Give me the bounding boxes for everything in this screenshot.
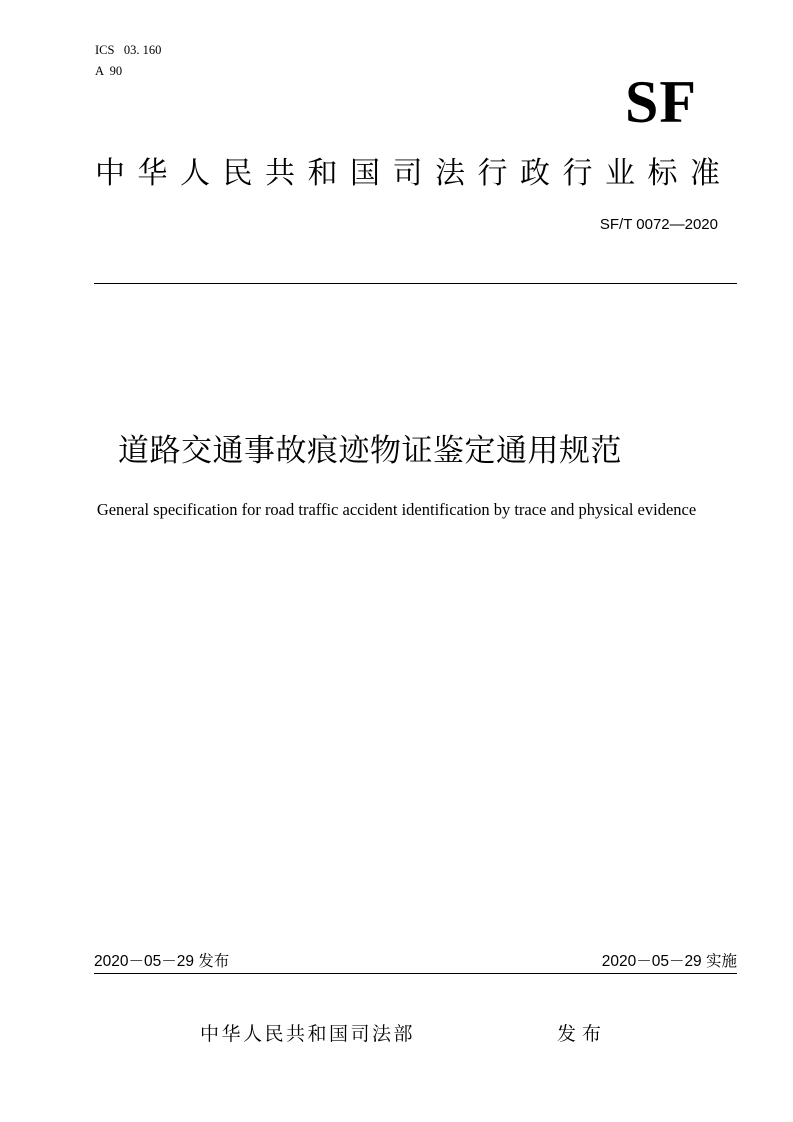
- date-line: [94, 950, 737, 974]
- standard-number: SF/T 0072—2020: [599, 216, 718, 233]
- sf-logo: SF: [624, 69, 697, 135]
- title-english: General specification for road traffic accident identification by trace and physical evidence: [96, 500, 697, 519]
- standard-category: 中华人民共和国司法行政行业标准: [95, 156, 733, 191]
- implementation-date: 2020－05－29 实施: [601, 953, 737, 970]
- ccs-code: A 90: [95, 64, 123, 78]
- issuing-authority: 中华人民共和国司法部: [200, 1023, 416, 1045]
- issue-action-label: 发布: [557, 1023, 608, 1045]
- title-chinese: 道路交通事故痕迹物证鉴定通用规范: [118, 433, 622, 469]
- ics-code: ICS 03. 160: [95, 43, 162, 57]
- issue-date: 2020－05－29 发布: [94, 953, 230, 970]
- header-divider: [94, 283, 737, 284]
- classification-codes: [95, 40, 161, 82]
